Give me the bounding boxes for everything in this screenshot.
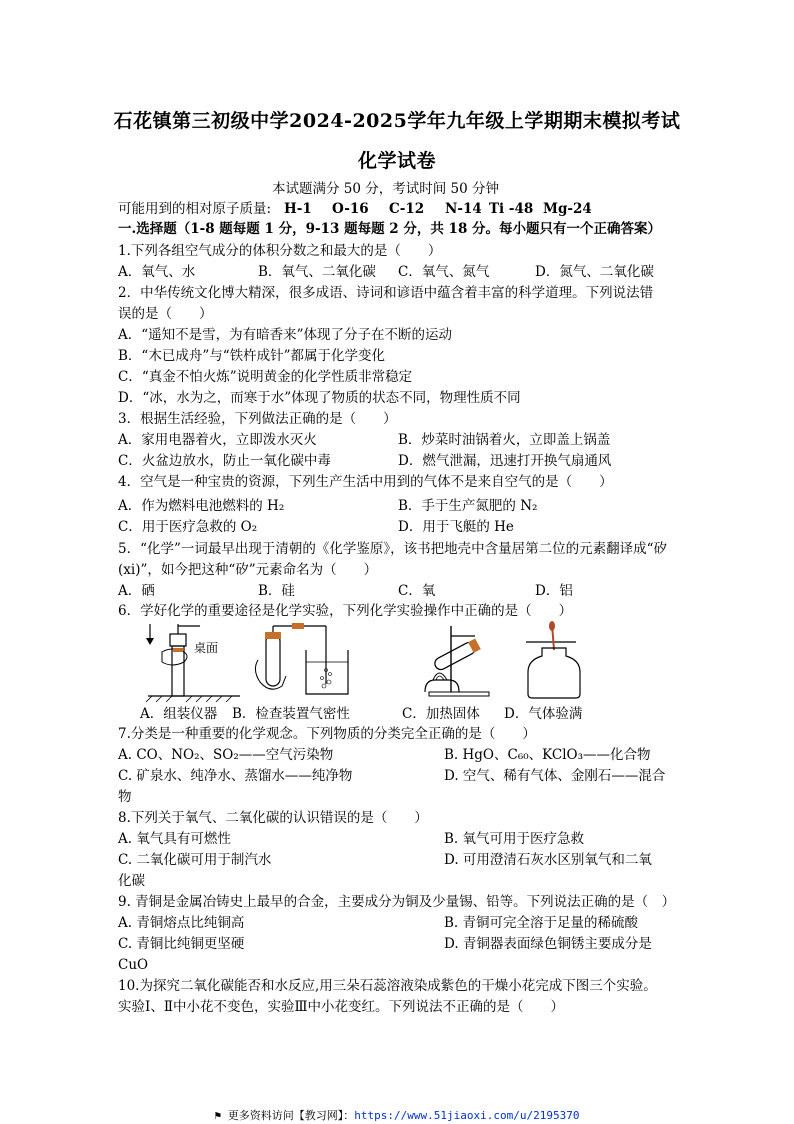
q3-option-a: A．家用电器着火，立即泼水灭火 [118, 432, 317, 448]
atomic-mass-mg: Mg-24 [543, 201, 592, 217]
q2-stem-line2: 误的是（ ） [118, 306, 213, 322]
q3-option-d: D．燃气泄漏，迅速打开换气扇通风 [398, 453, 612, 469]
q9-option-a: A. 青铜熔点比纯铜高 [118, 915, 245, 931]
flag-icon: ⚑ [214, 1109, 222, 1122]
q4-option-a: A．作为燃料电池燃料的 H₂ [118, 498, 285, 514]
q6-option-b: B．检查装置气密性 [232, 706, 350, 722]
q9-option-d: D. 青铜器表面绿色铜锈主要成分是 [444, 936, 652, 952]
q7-option-d-wrap: 物 [118, 789, 132, 805]
section-one-heading: 一.选择题（1-8 题每题 1 分，9-13 题每题 2 分，共 18 分。每小题只有一个正确答案） [118, 221, 662, 237]
q2-option-b: B．“木已成舟”与“铁杵成针”都属于化学变化 [118, 348, 386, 364]
figure-airtight-check [252, 620, 362, 700]
exam-title: 石花镇第三初级中学2024-2025学年九年级上学期期末模拟考试 [113, 110, 681, 132]
q2-option-a: A．“遥知不是雪，为有暗香来”体现了分子在不断的运动 [118, 327, 453, 343]
q5-option-d: D．铝 [535, 583, 573, 599]
q2-stem-line1: 2．中华传统文化博大精深，很多成语、诗词和谚语中蕴含着丰富的科学道理。下列说法错 [118, 285, 654, 301]
q4-option-d: D．用于飞艇的 He [398, 519, 514, 535]
q7-option-c: C. 矿泉水、纯净水、蒸馏水——纯净物 [118, 768, 353, 784]
q7-option-d: D. 空气、稀有气体、金刚石——混合 [444, 768, 666, 784]
q8-option-c: C. 二氧化碳可用于制汽水 [118, 852, 272, 868]
q1-stem: 1.下列各组空气成分的体积分数之和最大的是（ ） [118, 243, 442, 259]
q6-stem: 6．学好化学的重要途径是化学实验，下列化学实验操作中正确的是（ ） [118, 603, 573, 619]
figure-gas-full-test [520, 620, 600, 700]
q2-option-d: D．“冰，水为之，而寒于水”体现了物质的状态不同，物理性质不同 [118, 390, 521, 406]
atomic-mass-ti: Ti -48 [489, 201, 534, 217]
q8-option-d: D. 可用澄清石灰水区别氧气和二氧 [444, 852, 652, 868]
atomic-mass-n: N-14 [445, 201, 482, 217]
figure-heating-solid [405, 620, 515, 700]
q6-option-a: A．组装仪器 [140, 706, 218, 722]
q3-stem: 3．根据生活经验，下列做法正确的是（ ） [118, 411, 397, 427]
q3-option-b: B．炒菜时油锅着火，立即盖上锅盖 [398, 432, 611, 448]
figure-assemble-apparatus [140, 622, 250, 702]
q1-option-a: A．氧气、水 [118, 264, 196, 280]
q10-stem-line2: 实验Ⅰ、Ⅱ中小花不变色，实验Ⅲ中小花变红。下列说法不正确的是（ ） [118, 999, 565, 1015]
q5-stem-line1: 5．“化学”一词最早出现于清朝的《化学鉴原》，该书把地壳中含量居第二位的元素翻译成“矽 [118, 541, 668, 557]
q4-option-c: C．用于医疗急救的 O₂ [118, 519, 258, 535]
q6-option-d: D．气体验满 [504, 706, 583, 722]
footer-prefix: 更多资料访问【教习网】： [227, 1109, 355, 1122]
q8-option-a: A. 氧气具有可燃性 [118, 831, 231, 847]
footer-link[interactable]: https://www.51jiaoxi.com/u/2195370 [354, 1109, 580, 1122]
atomic-mass-label: 可能用到的相对原子质量: [118, 201, 272, 217]
q4-option-b: B．手于生产氮肥的 N₂ [398, 498, 538, 514]
q9-option-c: C. 青铜比纯铜更坚硬 [118, 936, 245, 952]
q9-option-d-wrap: CuO [118, 957, 149, 973]
atomic-mass-line [118, 199, 592, 219]
q9-option-b: B. 青铜可完全溶于足量的稀硫酸 [444, 915, 639, 931]
q7-option-a: A. CO、NO₂、SO₂——空气污染物 [118, 747, 334, 763]
q5-option-b: B．硅 [258, 583, 295, 599]
q8-option-b: B. 氧气可用于医疗急救 [444, 831, 585, 847]
q2-option-c: C．“真金不怕火炼”说明黄金的化学性质非常稳定 [118, 369, 413, 385]
q5-option-a: A．硒 [118, 583, 155, 599]
q4-stem: 4．空气是一种宝贵的资源，下列生产生活中用到的气体不是来自空气的是（ ） [118, 474, 613, 490]
footer [0, 1107, 794, 1123]
q3-option-c: C．火盆边放水，防止一氧化碳中毒 [118, 453, 331, 469]
q8-stem: 8.下列关于氧气、二氧化碳的认识错误的是（ ） [118, 810, 428, 826]
q5-stem-line2: (xi)”，如今把这种“矽”元素命名为（ ） [118, 562, 378, 578]
q1-option-b: B．氧气、二氧化碳 [258, 264, 376, 280]
q1-option-d: D．氮气、二氧化碳 [535, 264, 654, 280]
q1-option-c: C．氧气、氮气 [398, 264, 490, 280]
q9-stem: 9. 青铜是金属冶铸史上最早的合金，主要成分为铜及少量锡、铅等。下列说法正确的是（ ） [118, 894, 676, 910]
atomic-mass-h: H-1 [284, 201, 312, 217]
q8-option-d-wrap: 化碳 [118, 873, 145, 889]
atomic-mass-c: C-12 [389, 201, 425, 217]
q7-option-b: B. HgO、C₆₀、KClO₃——化合物 [444, 747, 651, 763]
q10-stem-line1: 10.为探究二氧化碳能否和水反应,用三朵石蕊溶液染成紫色的干燥小花完成下图三个实验。 [118, 978, 657, 994]
atomic-mass-o: O-16 [332, 201, 369, 217]
exam-subtitle: 化学试卷 [357, 150, 436, 172]
exam-info: 本试题满分 50 分，考试时间 50 分钟 [272, 181, 500, 197]
q5-option-c: C．氧 [398, 583, 436, 599]
q6-option-c: C．加热固体 [402, 706, 480, 722]
q7-stem: 7.分类是一种重要的化学观念。下列物质的分类完全正确的是（ ） [118, 726, 536, 742]
q6-desk-label: 桌面 [194, 641, 219, 655]
